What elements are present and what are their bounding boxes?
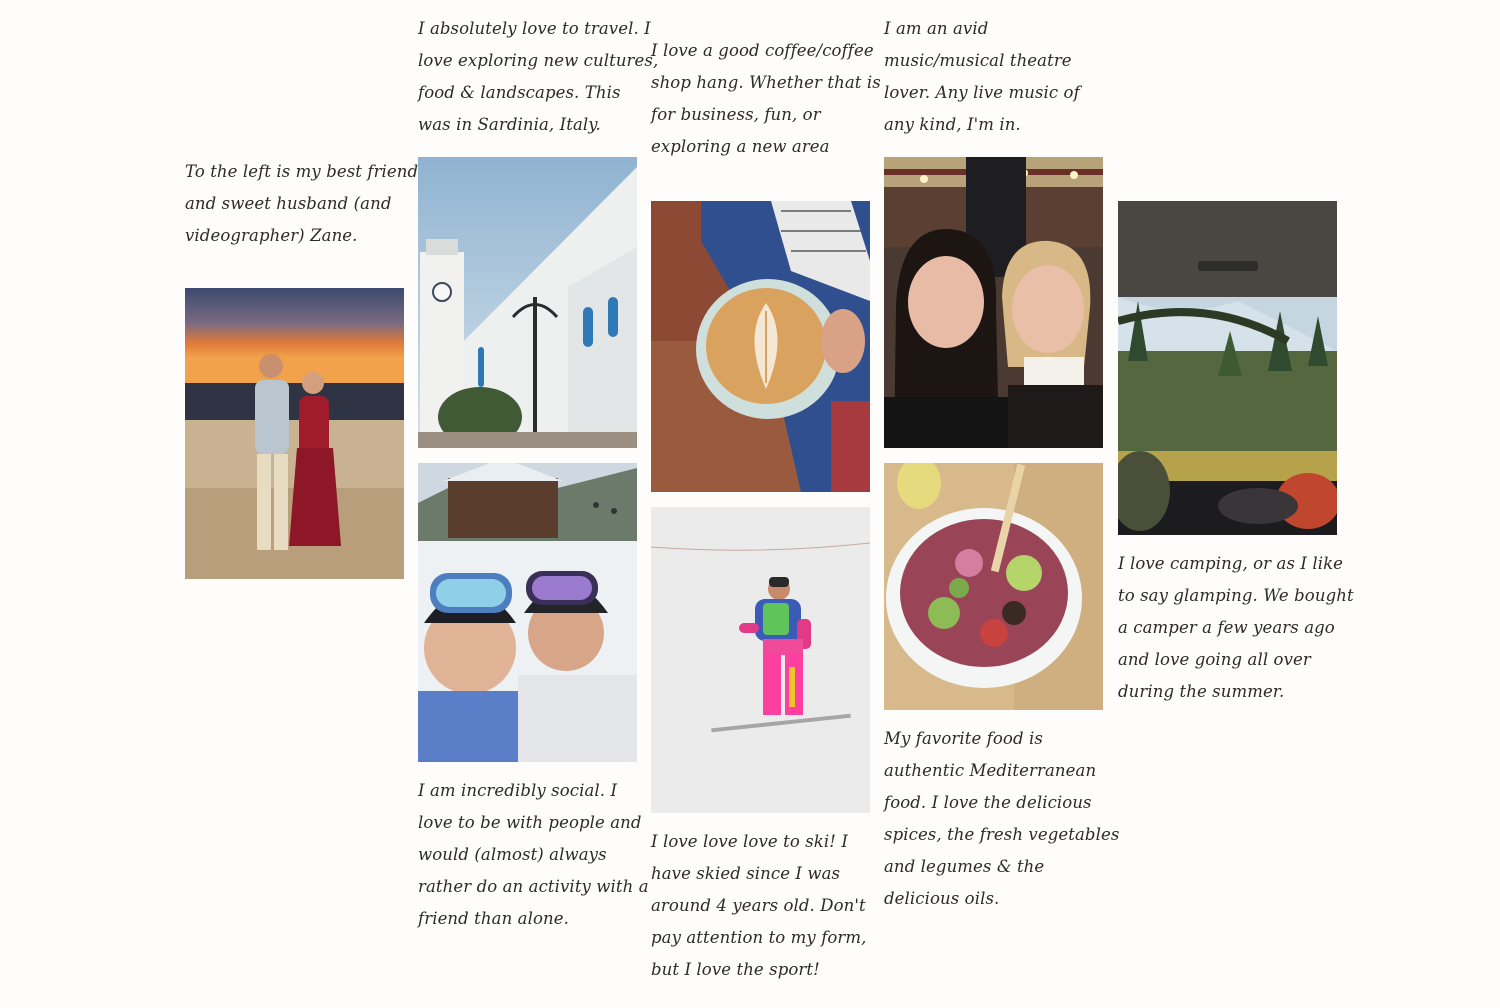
caption-line: I love camping, or as I like — [1118, 554, 1344, 573]
caption-line: a camper a few years ago — [1118, 618, 1335, 637]
caption-line: rather do an activity with a — [418, 877, 649, 896]
caption-ski — [651, 826, 867, 986]
caption-line: have skied since I was — [651, 864, 841, 883]
caption-line: delicious oils. — [884, 889, 1000, 908]
caption-line: shop hang. Whether that is — [651, 73, 881, 92]
caption-line: pay attention to my form, — [651, 928, 867, 947]
camper-window-photo — [1118, 201, 1337, 535]
caption-line: love to be with people and — [418, 813, 642, 832]
caption-line: during the summer. — [1118, 682, 1285, 701]
sardinia-church-photo — [418, 157, 637, 448]
beach-couple-photo — [185, 288, 404, 579]
caption-social — [418, 775, 649, 935]
salad-bowl-photo — [884, 463, 1103, 710]
caption-line: videographer) Zane. — [185, 226, 358, 245]
caption-line: music/musical theatre — [884, 51, 1072, 70]
caption-line: To the left is my best friend — [185, 162, 419, 181]
caption-line: exploring a new area — [651, 137, 830, 156]
caption-line: I love a good coffee/coffee — [651, 41, 874, 60]
caption-line: love exploring new cultures, — [418, 51, 659, 70]
latte-photo — [651, 201, 870, 492]
caption-line: I love love love to ski! I — [651, 832, 848, 851]
caption-food — [884, 723, 1119, 915]
caption-line: any kind, I'm in. — [884, 115, 1021, 134]
caption-line: I am incredibly social. I — [418, 781, 618, 800]
caption-line: was in Sardinia, Italy. — [418, 115, 601, 134]
caption-friend — [185, 156, 418, 252]
caption-line: friend than alone. — [418, 909, 569, 928]
caption-line: food. I love the delicious — [884, 793, 1092, 812]
caption-line: around 4 years old. Don't — [651, 896, 866, 915]
caption-line: I absolutely love to travel. I — [418, 19, 651, 38]
caption-line: I am an avid — [884, 19, 989, 38]
caption-travel — [418, 13, 658, 141]
caption-line: spices, the fresh vegetables — [884, 825, 1120, 844]
caption-line: My favorite food is — [884, 729, 1043, 748]
caption-line: but I love the sport! — [651, 960, 820, 979]
ski-selfie-photo — [418, 463, 637, 762]
caption-line: would (almost) always — [418, 845, 607, 864]
theatre-selfie-photo — [884, 157, 1103, 448]
caption-line: and love going all over — [1118, 650, 1311, 669]
caption-line: to say glamping. We bought — [1118, 586, 1354, 605]
caption-coffee — [651, 35, 881, 163]
caption-line: and legumes & the — [884, 857, 1045, 876]
child-skiing-photo — [651, 507, 870, 813]
caption-line: authentic Mediterranean — [884, 761, 1097, 780]
caption-line: and sweet husband (and — [185, 194, 392, 213]
caption-music — [884, 13, 1080, 141]
caption-line: for business, fun, or — [651, 105, 821, 124]
caption-line: food & landscapes. This — [418, 83, 621, 102]
caption-camping — [1118, 548, 1354, 708]
caption-line: lover. Any live music of — [884, 83, 1080, 102]
